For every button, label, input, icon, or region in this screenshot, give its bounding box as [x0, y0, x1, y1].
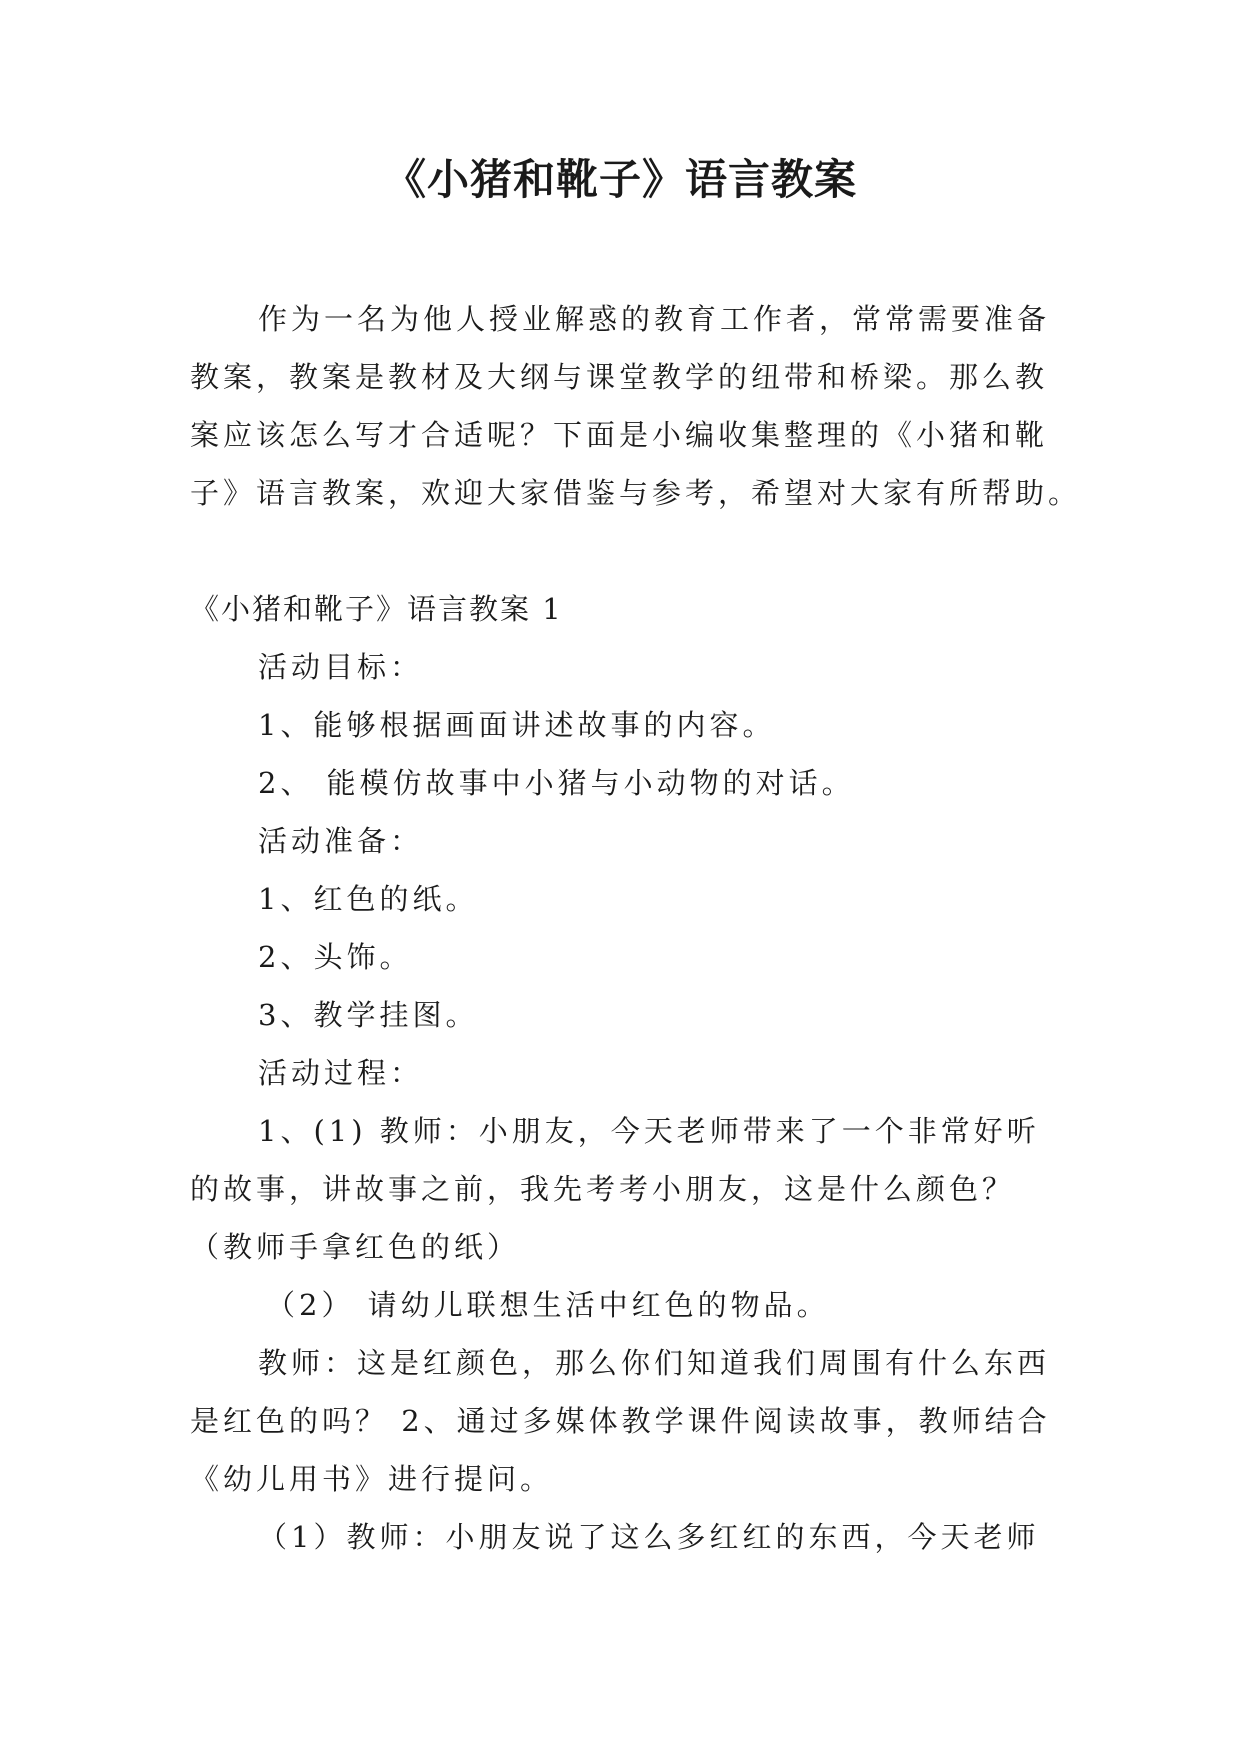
process2-sub-1: （1）教师：小朋友说了这么多红红的东西，今天老师 [258, 1520, 1040, 1554]
teacher-line-2: 是红色的吗？ 2、通过多媒体教学课件阅读故事，教师结合 [190, 1404, 1051, 1438]
intro-line-4: 子》语言教案，欢迎大家借鉴与参考，希望对大家有所帮助。 [190, 476, 1082, 510]
prep-1: 1、红色的纸。 [258, 882, 479, 916]
intro-line-1: 作为一名为他人授业解惑的教育工作者，常常需要准备 [258, 302, 1051, 336]
goal-1: 1、能够根据画面讲述故事的内容。 [258, 708, 776, 742]
process1-sub-2: （2） 请幼儿联想生活中红色的物品。 [266, 1288, 830, 1322]
process-label: 活动过程： [258, 1056, 424, 1090]
teacher-line-1: 教师：这是红颜色，那么你们知道我们周围有什么东西 [258, 1346, 1051, 1380]
process1-line-3: （教师手拿红色的纸） [190, 1230, 521, 1264]
intro-line-3: 案应该怎么写才合适呢？下面是小编收集整理的《小猪和靴 [190, 418, 1049, 452]
intro-line-2: 教案，教案是教材及大纲与课堂教学的纽带和桥梁。那么教 [190, 360, 1049, 394]
goal-2: 2、 能模仿故事中小猪与小动物的对话。 [258, 766, 855, 800]
prep-2: 2、头饰。 [258, 940, 413, 974]
process1-line-2: 的故事，讲故事之前，我先考考小朋友，这是什么颜色？ [190, 1172, 1016, 1206]
spacer [190, 522, 1056, 580]
goals-label: 活动目标： [258, 650, 424, 684]
prep-3: 3、教学挂图。 [258, 998, 479, 1032]
document-body [190, 290, 1082, 1566]
section-heading: 《小猪和靴子》语言教案 1 [190, 592, 563, 626]
document-title: 《小猪和靴子》语言教案 [383, 155, 857, 204]
prep-label: 活动准备： [258, 824, 424, 858]
process1-line-1: 1、(1) 教师：小朋友，今天老师带来了一个非常好听 [258, 1114, 1040, 1148]
teacher-line-3: 《幼儿用书》进行提问。 [190, 1462, 554, 1496]
